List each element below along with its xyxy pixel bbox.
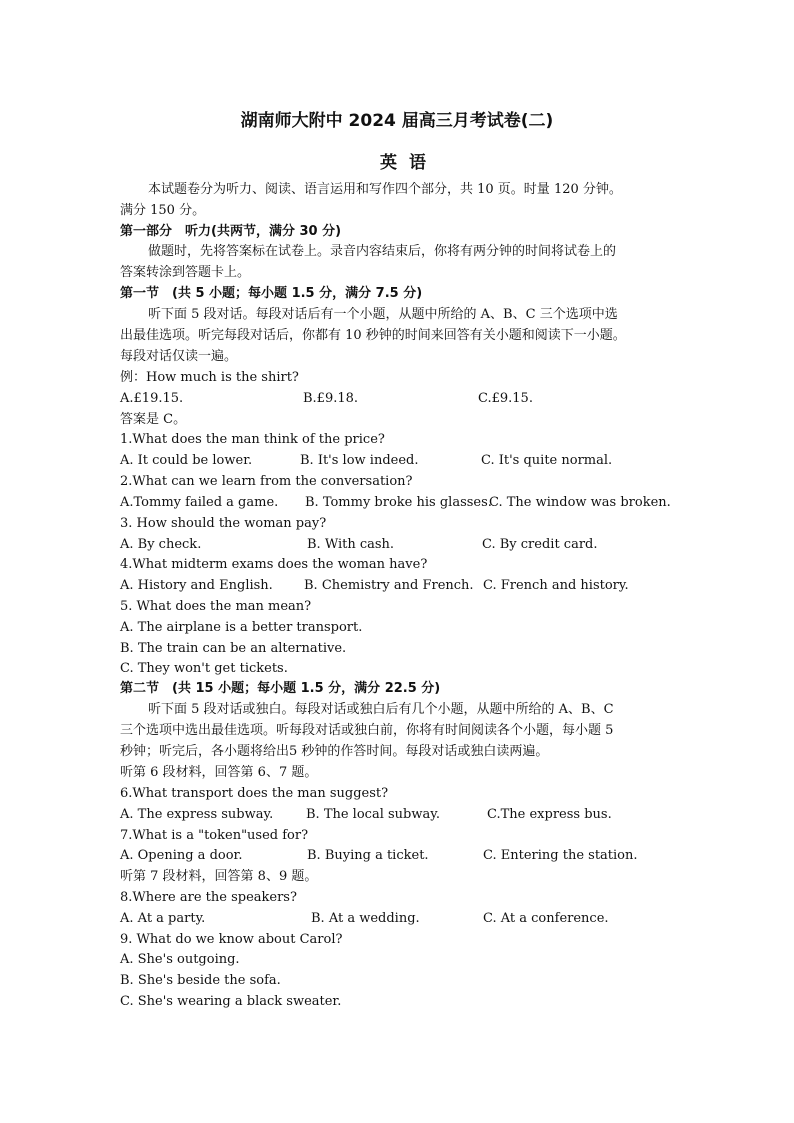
intro-line-2: 满分 150 分。 <box>120 203 206 218</box>
question-3: 3. How should the woman pay? <box>120 516 327 531</box>
q4-option-b: B. Chemistry and French. <box>304 578 474 593</box>
example-answer: 答案是 C。 <box>120 412 187 427</box>
q9-option-a: A. She's outgoing. <box>120 952 240 967</box>
q1-option-c: C. It's quite normal. <box>481 453 613 468</box>
section2-instruction-1: 听下面 5 段对话或独白。每段对话或独白后有几个小题，从题中所给的 A、B、C <box>148 702 614 717</box>
question-6: 6.What transport does the man suggest? <box>120 786 389 801</box>
q3-option-c: C. By credit card. <box>482 537 598 552</box>
section1-instruction-3: 每段对话仅读一遍。 <box>120 349 238 364</box>
q5-option-b: B. The train can be an alternative. <box>120 641 347 656</box>
example-option-c: C.£9.15. <box>478 391 533 406</box>
section1-instruction-2: 出最佳选项。听完每段对话后，你都有 10 秒钟的时间来回答有关小题和阅读下一小题。 <box>120 328 626 343</box>
material-6-note: 听第 6 段材料，回答第 6、7 题。 <box>120 765 318 780</box>
material-7-note: 听第 7 段材料，回答第 8、9 题。 <box>120 869 318 884</box>
q7-option-a: A. Opening a door. <box>120 848 243 863</box>
question-9: 9. What do we know about Carol? <box>120 932 343 947</box>
question-4: 4.What midterm exams does the woman have? <box>120 557 428 572</box>
section1-heading: 第一节 (共 5 小题；每小题 1.5 分，满分 7.5 分) <box>120 286 423 301</box>
question-7: 7.What is a "token"used for? <box>120 828 309 843</box>
question-1: 1.What does the man think of the price? <box>120 432 385 447</box>
part1-instruction-1: 做题时，先将答案标在试卷上。录音内容结束后，你将有两分钟的时间将试卷上的 <box>148 244 617 259</box>
q6-option-c: C.The express bus. <box>487 807 612 822</box>
section2-instruction-2: 三个选项中选出最佳选项。听每段对话或独白前，你将有时间阅读各个小题，每小题 5 <box>120 723 614 738</box>
q4-option-c: C. French and history. <box>483 578 629 593</box>
q5-option-c: C. They won't get tickets. <box>120 661 288 676</box>
q6-option-a: A. The express subway. <box>120 807 274 822</box>
q1-option-b: B. It's low indeed. <box>300 453 419 468</box>
q2-option-b: B. Tommy broke his glasses. <box>305 495 492 510</box>
example-question: 例：How much is the shirt? <box>120 370 299 385</box>
section2-instruction-3: 秒钟；听完后，各小题将给出5 秒钟的作答时间。每段对话或独白读两遍。 <box>120 744 549 759</box>
part1-instruction-2: 答案转涂到答题卡上。 <box>120 265 251 280</box>
exam-title: 湖南师大附中 2024 届高三月考试卷(二) <box>240 111 554 131</box>
q1-option-a: A. It could be lower. <box>120 453 253 468</box>
intro-line-1: 本试题卷分为听力、阅读、语言运用和写作四个部分，共 10 页。时量 120 分钟。 <box>148 182 622 197</box>
part1-heading: 第一部分 听力(共两节，满分 30 分) <box>120 224 342 239</box>
q2-option-c: C. The window was broken. <box>489 495 671 510</box>
q5-option-a: A. The airplane is a better transport. <box>120 620 363 635</box>
q7-option-b: B. Buying a ticket. <box>307 848 429 863</box>
example-option-b: B.£9.18. <box>303 391 359 406</box>
q8-option-c: C. At a conference. <box>483 911 609 926</box>
q3-option-a: A. By check. <box>120 537 202 552</box>
q6-option-b: B. The local subway. <box>306 807 440 822</box>
q7-option-c: C. Entering the station. <box>483 848 638 863</box>
q4-option-a: A. History and English. <box>120 578 273 593</box>
section1-instruction-1: 听下面 5 段对话。每段对话后有一个小题，从题中所给的 A、B、C 三个选项中选 <box>148 307 618 322</box>
q8-option-a: A. At a party. <box>120 911 206 926</box>
subject-title: 英语 <box>380 153 438 173</box>
section2-heading: 第二节 (共 15 小题；每小题 1.5 分，满分 22.5 分) <box>120 681 441 696</box>
example-option-a: A.£19.15. <box>120 391 184 406</box>
q2-option-a: A.Tommy failed a game. <box>120 495 279 510</box>
question-2: 2.What can we learn from the conversation? <box>120 474 413 489</box>
question-8: 8.Where are the speakers? <box>120 890 297 905</box>
q8-option-b: B. At a wedding. <box>311 911 420 926</box>
question-5: 5. What does the man mean? <box>120 599 312 614</box>
q9-option-c: C. She's wearing a black sweater. <box>120 994 342 1009</box>
q9-option-b: B. She's beside the sofa. <box>120 973 281 988</box>
q3-option-b: B. With cash. <box>307 537 395 552</box>
